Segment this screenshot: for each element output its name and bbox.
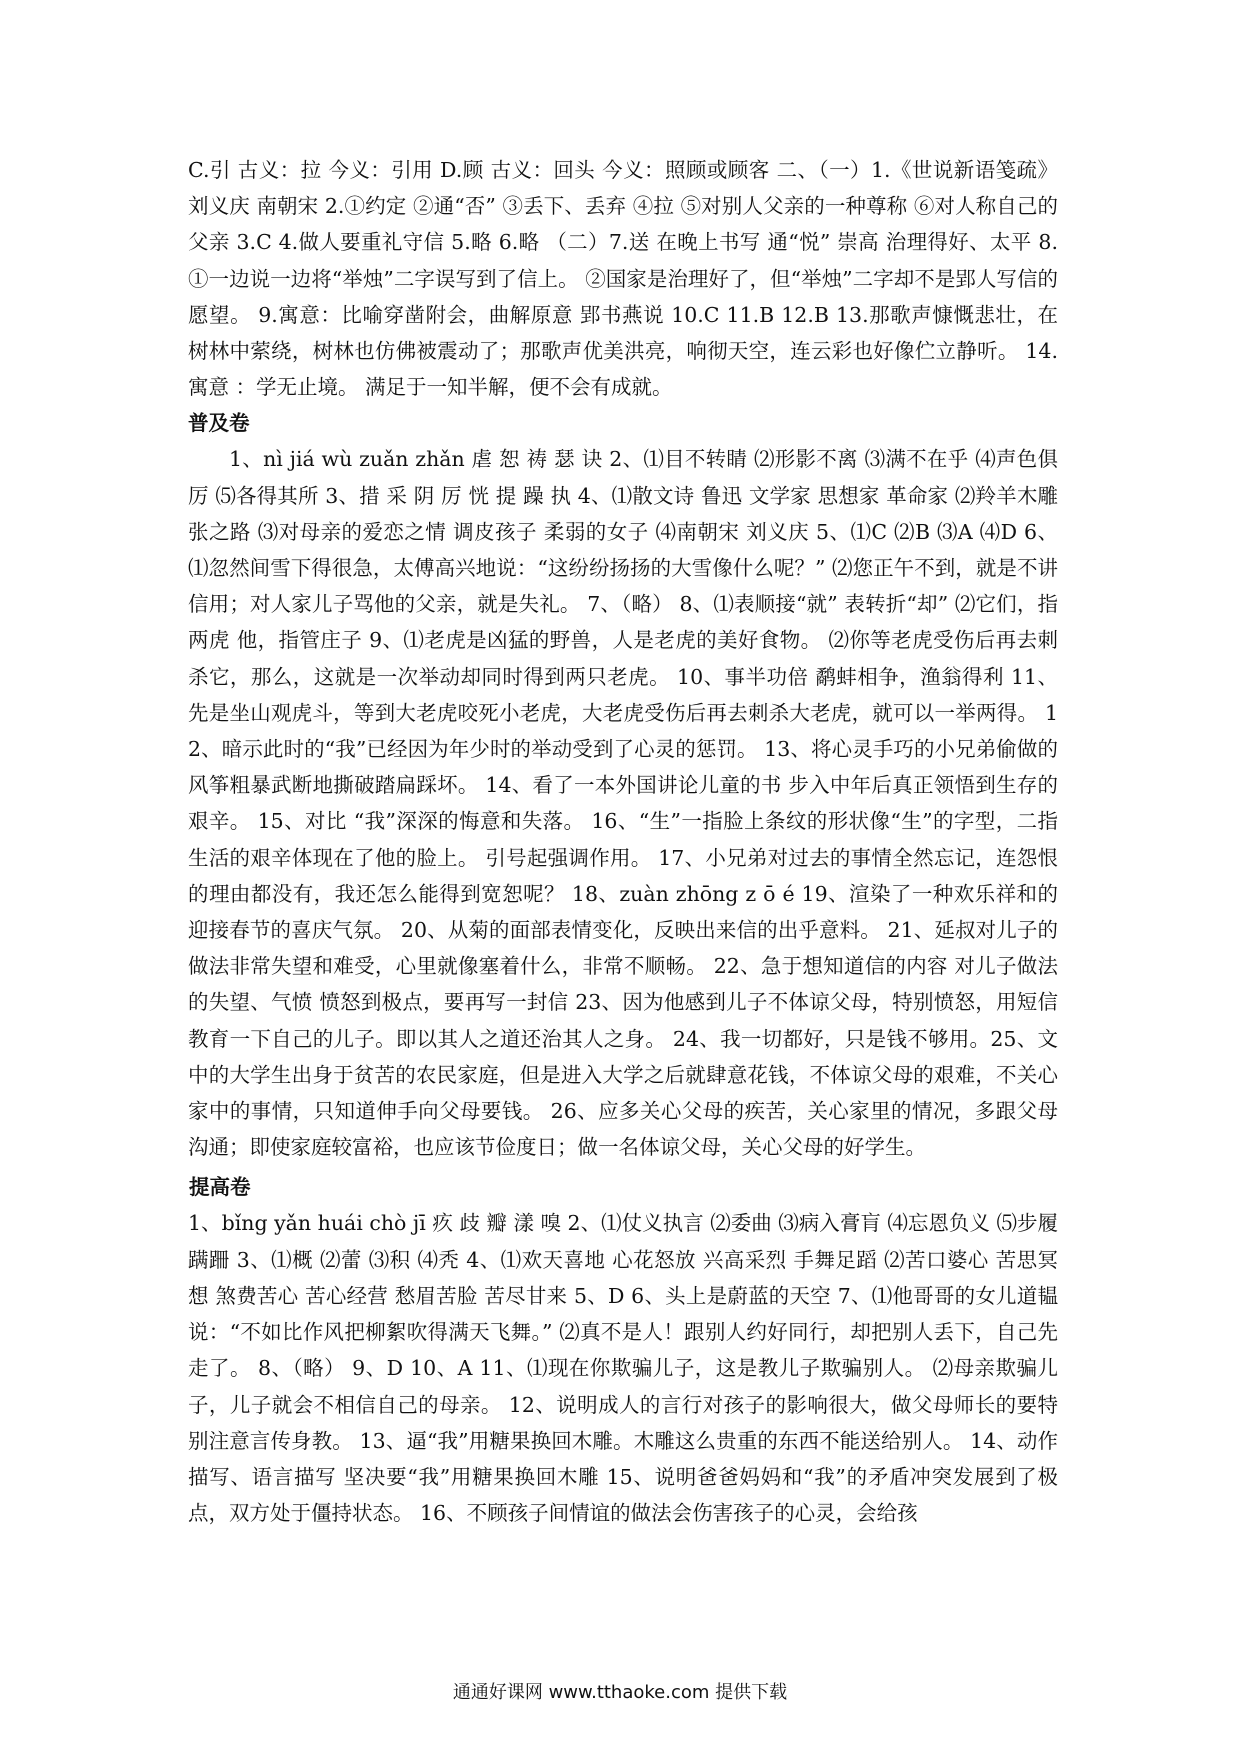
section-heading-advanced: 提高卷 (189, 1175, 251, 1200)
section-heading-basic: 普及卷 (188, 411, 250, 436)
classical-chinese-answers: C.引 古义：拉 今义：引用 D.顾 古义：回头 今义：照顾或顾客 二、（一）1.《世说新语笺疏》 刘义庆 南朝宋 2.①约定 ②通“否” ③丢下、丢弃 ④拉 ⑤对别人父亲的一种尊称 ⑥对人称自己的父亲 3.C 4.做人要重礼守信 5.略 6.略 （二）7.送 在晚上书写 通“悦” 崇高 治理得好、太平 8. ①一边说一边将“举烛”二字误写到了信上。 ②国家是治理好了，但“举烛”二字却不是郢人写信的愿望。 9.寓意：比喻穿凿附会，曲解原意 郢书燕说 10.C 11.B 12.B 13.那歌声慷慨悲壮，在树林中萦绕，树林也仿佛被震动了；那歌声优美洪亮，响彻天空，连云彩也好像伫立静听。 14.寓意 ：学无止境。 满足于一知半解，便不会有成就。 (188, 158, 1058, 400)
advanced-volume-answers: 1、bǐng yǎn huái chò jī 疚 歧 瓣 漾 嗅 2、⑴仗义执言 ⑵委曲 ⑶病入膏肓 ⑷忘恩负义 ⑸步履蹒跚 3、⑴概 ⑵蕾 ⑶积 ⑷秃 4、⑴欢天喜地 心花怒放 兴高采烈 手舞足蹈 ⑵苦口婆心 苦思冥想 煞费苦心 苦心经营 愁眉苦脸 苦尽甘来 5、D 6、头上是蔚蓝的天空 7、⑴他哥哥的女儿道韫说：“不如比作风把柳絮吹得满天飞舞。” ⑵真不是人！跟别人约好同行，却把别人丢下，自己先走了。 8、（略） 9、D 10、A 11、⑴现在你欺骗儿子，这是教儿子欺骗别人。 ⑵母亲欺骗儿子，儿子就会不相信自己的母亲。 12、说明成人的言行对孩子的影响很大，做父母师长的要特别注意言传身教。 13、逼“我”用糖果换回木雕。木雕这么贵重的东西不能送给别人。 14、动作描写、语言描写 坚决要“我”用糖果换回木雕 15、说明爸爸妈妈和“我”的矛盾冲突发展到了极点，双方处于僵持状态。 16、不顾孩子间情谊的做法会伤害孩子的心灵，会给孩 (188, 1211, 1058, 1526)
page-footer: 通通好课网 www.tthaoke.com 提供下载 (452, 1682, 788, 1703)
answer-page (188, 152, 1058, 1531)
basic-volume-answers: 1、nì jiá wù zuǎn zhǎn 虐 恕 祷 瑟 诀 2、⑴目不转睛 ⑵形影不离 ⑶满不在乎 ⑷声色俱厉 ⑸各得其所 3、措 采 阴 厉 恍 提 躁 执 4、⑴散文诗 鲁迅 文学家 思想家 革命家 ⑵羚羊木雕 张之路 ⑶对母亲的爱恋之情 调皮孩子 柔弱的女子 ⑷南朝宋 刘义庆 5、⑴C ⑵B ⑶A ⑷D 6、⑴忽然间雪下得很急，太傅高兴地说：“这纷纷扬扬的大雪像什么呢？” ⑵您正午不到，就是不讲信用；对人家儿子骂他的父亲，就是失礼。 7、（略） 8、⑴表顺接“就” 表转折“却” ⑵它们，指两虎 他，指管庄子 9、⑴老虎是凶猛的野兽，人是老虎的美好食物。 ⑵你等老虎受伤后再去刺杀它，那么，这就是一次举动却同时得到两只老虎。 10、事半功倍 鹬蚌相争，渔翁得利 11、先是坐山观虎斗，等到大老虎咬死小老虎，大老虎受伤后再去刺杀大老虎，就可以一举两得。 12、暗示此时的“我”已经因为年少时的举动受到了心灵的惩罚。 13、将心灵手巧的小兄弟偷做的风筝粗暴武断地撕破踏扁踩坏。 14、看了一本外国讲论儿童的书 步入中年后真正领悟到生存的艰辛。 15、对比 “我”深深的悔意和失落。 16、“生”一指脸上条纹的形状像“生”的字型，二指生活的艰辛体现在了他的脸上。 引号起强调作用。 17、小兄弟对过去的事情全然忘记，连怨恨的理由都没有，我还怎么能得到宽恕呢？ 18、zuàn zhōng z ō é 19、渲染了一种欢乐祥和的迎接春节的喜庆气氛。 20、从菊的面部表情变化，反映出来信的出乎意料。 21、延叔对儿子的做法非常失望和难受，心里就像塞着什么，非常不顺畅。 22、急于想知道信的内容 对儿子做法的失望、气愤 愤怒到极点，要再写一封信 23、因为他感到儿子不体谅父母，特别愤怒，用短信教育一下自己的儿子。即以其人之道还治其人之身。 24、我一切都好，只是钱不够用。25、文中的大学生出身于贫苦的农民家庭，但是进入大学之后就肆意花钱，不体谅父母的艰难，不关心家中的事情，只知道伸手向父母要钱。 26、应多关心父母的疾苦，关心家里的情况，多跟父母沟通；即使家庭较富裕，也应该节俭度日；做一名体谅父母，关心父母的好学生。 (188, 447, 1058, 1160)
